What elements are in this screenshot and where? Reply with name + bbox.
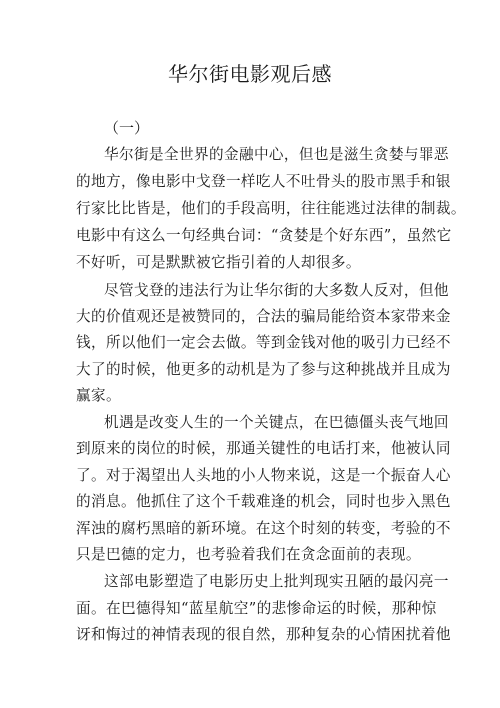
text-line: 这部电影塑造了电影历史上批判现实丑陋的最闪亮一 — [104, 573, 449, 590]
text-line: 不好听，可是默默被它指引着的人却很多。 — [76, 254, 361, 271]
text-line: 的地方，像电影中戈登一样吃人不吐骨头的股市黑手和银 — [76, 173, 451, 190]
text-line: 电影中有这么一句经典台词：“贪婪是个好东西”，虽然它 — [76, 227, 452, 244]
text-line: 大了的时候，他更多的动机是为了参与这种挑战并且成为 — [76, 361, 451, 378]
text-line: 机遇是改变人生的一个关键点，在巴德僵头丧气地回 — [104, 414, 449, 431]
text-line: 赢家。 — [76, 387, 121, 404]
text-line: 的消息。他抓住了这个千载难逢的机会，同时也步入黑色 — [76, 493, 451, 510]
text-line: 了。对于渴望出人头地的小人物来说，这是一个振奋人心 — [76, 467, 451, 484]
text-line: 华尔街是全世界的金融中心，但也是滋生贪婪与罪恶 — [104, 146, 449, 163]
document-title: 华尔街电影观后感 — [168, 62, 332, 86]
text-line: 钱，所以他们一定会去做。等到金钱对他的吸引力已经不 — [76, 334, 451, 351]
text-line: 行家比比皆是，他们的手段高明，往往能逃过法律的制裁。 — [76, 200, 466, 217]
section-marker: （一） — [104, 119, 150, 137]
text-line: 浑浊的腐朽黑暗的新环境。在这个时刻的转变，考验的不 — [76, 520, 451, 537]
text-line: 讶和悔过的神情表现的很自然，那种复杂的心情困扰着他 — [76, 626, 451, 643]
text-line: 到原来的岗位的时候，那通关键性的电话打来，他被认同 — [76, 440, 451, 457]
text-line: 尽管戈登的违法行为让华尔街的大多数人反对，但他 — [104, 282, 449, 299]
text-line: 面。在巴德得知“蓝星航空”的悲惨命运的时候，那种惊 — [76, 600, 437, 617]
text-line: 只是巴德的定力，也考验着我们在贪念面前的表现。 — [76, 546, 421, 563]
text-line: 大的价值观还是被赞同的，合法的骗局能给资本家带来金 — [76, 308, 451, 325]
